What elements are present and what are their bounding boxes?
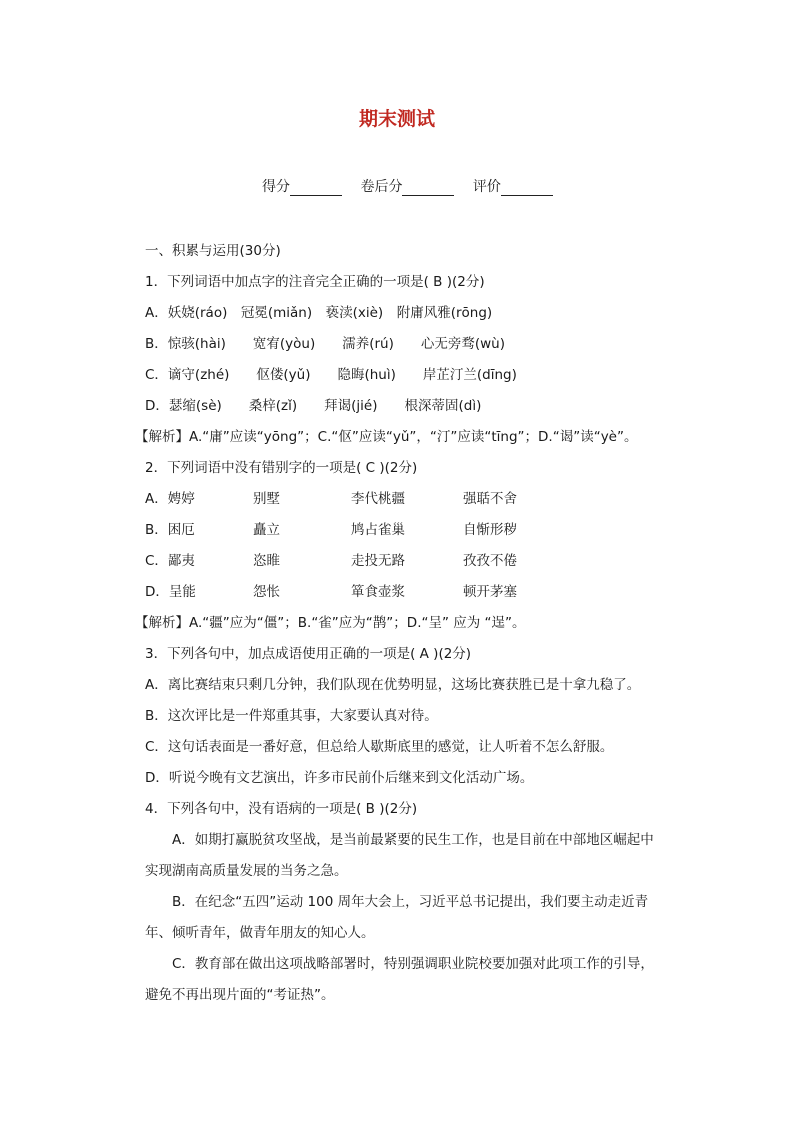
cell: 强聒不舍	[463, 491, 517, 507]
cell: 矗立	[253, 522, 280, 538]
cell: 李代桃疆	[351, 491, 405, 507]
cell: 别墅	[253, 491, 280, 507]
cell: 自惭形秽	[463, 522, 517, 538]
question-1-option-d: D．瑟缩(sè) 桑梓(zǐ) 拜谒(jié) 根深蒂固(dì)	[145, 398, 482, 414]
cell: C．鄙夷	[145, 553, 195, 569]
question-2-analysis: 【解析】A.“疆”应为“僵”；B.“雀”应为“鹊”；D.“呈” 应为 “逞”。	[135, 615, 526, 631]
back-score-blank[interactable]	[402, 181, 454, 196]
question-1-stem: 1．下列词语中加点字的注音完全正确的一项是( B )(2分)	[145, 274, 485, 290]
question-1-analysis: 【解析】A.“庸”应读“yōng”；C.“伛”应读“yǔ”，“汀”应读“tīng”；D.“谒”读“yè”。	[135, 429, 638, 445]
question-3-option-a: A．离比赛结束只剩几分钟，我们队现在优势明显，这场比赛获胜已是十拿九稳了。	[145, 677, 641, 693]
cell: 箪食壶浆	[351, 584, 405, 600]
question-3-option-d: D．听说今晚有文艺演出，许多市民前仆后继来到文化活动广场。	[145, 770, 534, 786]
cell: 走投无路	[351, 553, 405, 569]
exam-content	[135, 236, 665, 1011]
question-4-option-a: A．如期打赢脱贫攻坚战，是当前最紧要的民生工作，也是目前在中部地区崛起中实现湖南高质量发展的当务之急。	[145, 832, 654, 879]
score-row	[262, 176, 567, 196]
cell: 恣睢	[253, 553, 280, 569]
question-1-option-c: C．谪守(zhé) 伛偻(yǔ) 隐晦(huì) 岸芷汀兰(dīng)	[145, 367, 517, 383]
question-1-option-b: B．惊骇(hài) 宽宥(yòu) 濡养(rú) 心无旁骛(wù)	[145, 336, 505, 352]
page-title: 期末测试	[358, 108, 435, 130]
question-4-stem: 4．下列各句中，没有语病的一项是( B )(2分)	[145, 801, 418, 817]
score-label: 得分	[262, 179, 290, 195]
question-2-row-a	[145, 484, 665, 515]
evaluation-blank[interactable]	[501, 181, 553, 196]
score-blank[interactable]	[290, 181, 342, 196]
cell: 顿开茅塞	[463, 584, 517, 600]
question-4-option-b: B．在纪念“五四”运动 100 周年大会上，习近平总书记提出，我们要主动走近青年、倾听青年，做青年朋友的知心人。	[145, 894, 649, 941]
cell: B．困厄	[145, 522, 195, 538]
back-score-label: 卷后分	[360, 179, 403, 195]
question-4-option-c: C．教育部在做出这项战略部署时，特别强调职业院校要加强对此项工作的引导，避免不再出现片面的“考证热”。	[145, 956, 654, 1003]
question-2-row-d	[145, 577, 665, 608]
question-1-option-a: A．妖娆(ráo) 冠冕(miǎn) 亵渎(xiè) 附庸风雅(rōng)	[145, 305, 493, 321]
question-2-row-c	[145, 546, 665, 577]
cell: 鸠占雀巢	[351, 522, 405, 538]
question-3-option-c: C．这句话表面是一番好意，但总给人歇斯底里的感觉，让人听着不怎么舒服。	[145, 739, 614, 755]
cell: 怨怅	[253, 584, 280, 600]
cell: D．呈能	[145, 584, 196, 600]
cell: 孜孜不倦	[463, 553, 517, 569]
cell: A．娉婷	[145, 491, 195, 507]
section-heading: 一、积累与运用(30分)	[145, 243, 281, 259]
evaluation-label: 评价	[472, 179, 501, 195]
question-2-row-b	[145, 515, 665, 546]
question-2-stem: 2．下列词语中没有错别字的一项是( C )(2分)	[145, 460, 418, 476]
question-3-stem: 3．下列各句中，加点成语使用正确的一项是( A )(2分)	[145, 646, 472, 662]
question-3-option-b: B．这次评比是一件郑重其事，大家要认真对待。	[145, 708, 438, 724]
